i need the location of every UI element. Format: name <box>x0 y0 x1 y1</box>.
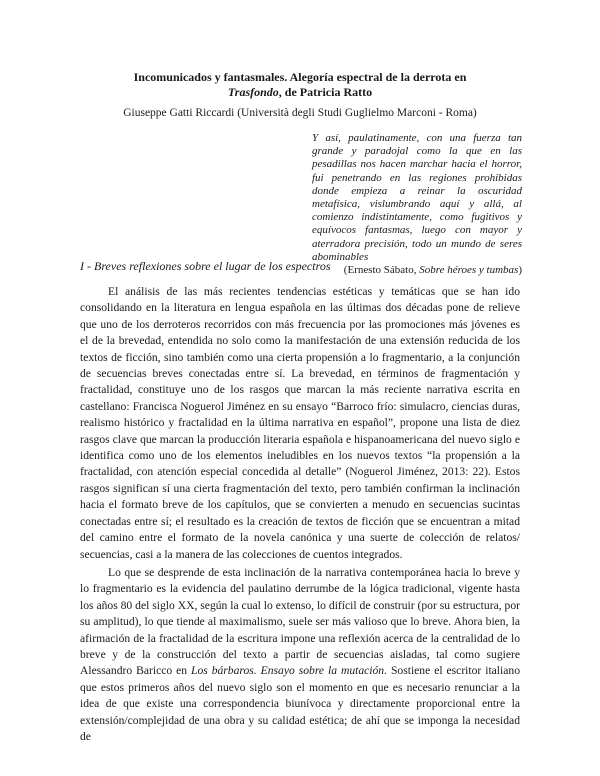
paper-title <box>0 70 600 100</box>
paragraph-1: El análisis de las más recientes tendencias estéticas y temáticas que se han ido consolidando en la literatura en lengua española en las últimas dos décadas pone de relieve que uno de los derroteros recorridos con más frecuencia por las promociones más jóvenes es el de la brevedad, entendida no solo como la manifestación de una extensión reducida de los textos de ficción, sino también como una cierta propensión a lo fragmentario, a la conjunción de secuencias breves conectadas entre sí. La brevedad, en términos de fragmentación y fractalidad, constituye uno de los rasgos que marcan la más reciente narrativa escrita en castellano: Francisca Noguerol Jiménez en su ensayo “Barroco frío: simulacro, ciencias duras, realismo histórico y fractalidad en la última narrativa en español”, propone una lista de diez rasgos clave que marcan la producción literaria española e hispanoamericana del nuevo siglo e identifica como uno de los elementos ineludibles en los nuevos textos “la propensión a la fractalidad, con atención especial concedida al detalle” (Noguerol Jiménez, 2013: 22). Estos rasgos significan sí una cierta fragmentación del texto, pero también confirman la inclinación hacia el formato breve de los capítulos, que se convierten a menudo en secuencias sucintas conectadas entre sí; el resultado es la creación de textos de ficción que se encuentran a mitad del camino entre el formato de la novela canónica y una suerte de colección de relatos/ secuencias, casi a la manera de las colecciones de cuentos integrados. <box>80 285 520 561</box>
body-text <box>80 284 520 747</box>
title-line-1: Incomunicados y fantasmales. Alegoría espectral de la derrota en <box>133 70 467 84</box>
epigraph <box>312 132 522 277</box>
attribution-suffix: ) <box>518 264 522 277</box>
title-work: Trasfondo <box>227 85 279 99</box>
title-rest: , de Patricia Ratto <box>278 85 373 99</box>
paragraph-2-part-a: Lo que se desprende de esta inclinación de la narrativa contemporánea hacia lo breve y lo fragmentario es la evidencia del paulatino derrumbe de la lógica tradicional, vigente hasta los años 80 del siglo XX, según la cual lo extenso, lo difícil de construir (por su estructura, por su amplitud), lo que tiende al maximalismo, suele ser más valioso que lo breve. Ahora bien, la afirmación de la fractalidad de la escritura impone una reflexión acerca de la centralidad de lo breve y de la construcción del texto a partir de secuencias aisladas, tal como sugiere Alessandro Baricco en <box>80 565 520 678</box>
paragraph-2 <box>80 565 520 745</box>
paragraph-2-part-b: Sostiene el escritor italiano que estos primeros años del nuevo siglo son el momento en que es necesario renunciar a la idea de que existe una correspondencia biunívoca y directamente proporcional entre la extensión/complejidad de una obra y su calidad estética; de ahí que se imponga la necesidad de <box>80 664 520 743</box>
epigraph-attribution <box>312 264 522 277</box>
attribution-prefix: (Ernesto Sábato, <box>343 264 420 277</box>
epigraph-text: Y así, paulatinamente, con una fuerza tan grande y paradojal como la que en las pesadillas nos hacen marchar hacia el horror, fui penetrando en las regiones prohibidas donde empieza a reinar la oscuridad metafísica, vislumbrando aquí y allá, al comienzo indistintamente, como fugitivos y equívocos fantasmas, luego con mayor y aterradora precisión, todo un mundo de seres abominables <box>312 132 522 263</box>
section-heading: I - Breves reflexiones sobre el lugar de los espectros <box>80 259 331 273</box>
attribution-work: Sobre héroes y tumbas <box>419 264 519 277</box>
author-line: Giuseppe Gatti Riccardi (Università degli Studi Guglielmo Marconi - Roma) <box>123 107 477 119</box>
paragraph-2-work: Los bárbaros. Ensayo sobre la mutación. <box>191 664 388 678</box>
